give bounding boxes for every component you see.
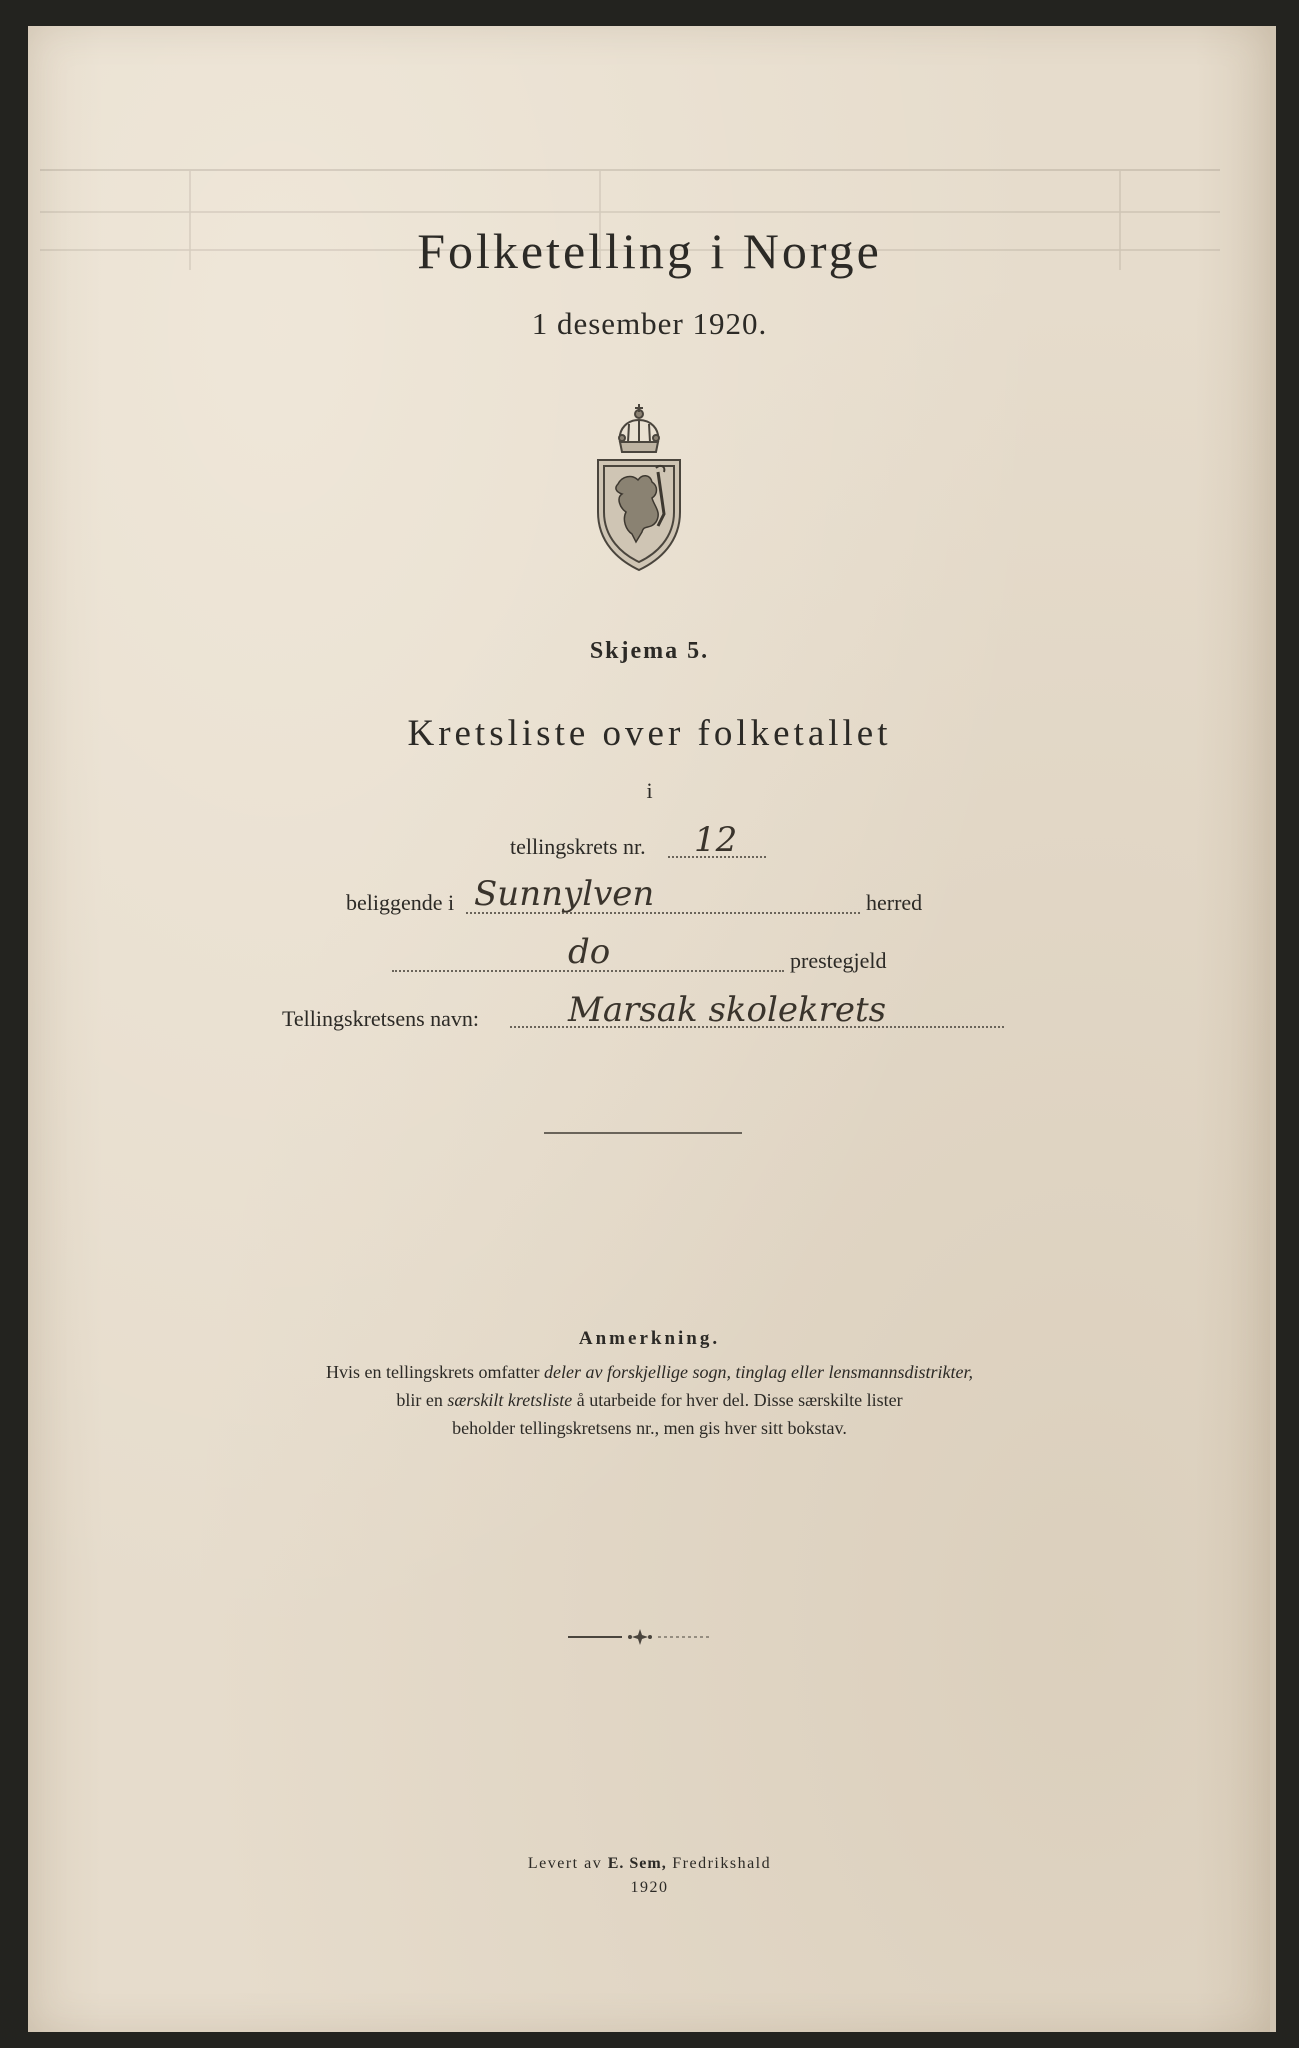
note-line-1	[0, 1358, 1299, 1386]
printer-name: E. Sem,	[607, 1855, 667, 1872]
note-line-1-text: Hvis en tellingskrets omfatter	[326, 1362, 544, 1382]
note-body	[0, 1358, 1299, 1442]
printer-imprint	[0, 1852, 1299, 1900]
beliggende-label: beliggende i	[346, 890, 455, 915]
note-line-2-rest: å utarbeide for hver del. Disse særskilte lister	[572, 1390, 903, 1410]
divider-rule	[544, 1132, 742, 1134]
coat-of-arms-icon	[592, 402, 686, 572]
note-line-2-emphasis: særskilt kretsliste	[447, 1390, 573, 1410]
census-date: 1 desember 1920.	[531, 306, 768, 341]
document-title: Folketelling i Norge	[417, 223, 882, 279]
schema-number: Skjema 5.	[589, 638, 710, 664]
printer-place: Fredrikshald	[666, 1855, 772, 1872]
tellingskrets-label: tellingskrets nr.	[510, 834, 646, 859]
note-line-3: beholder tellingskretsens nr., men gis hver sitt bokstav.	[452, 1418, 847, 1438]
herred-label: herred	[866, 890, 923, 915]
note-line-2	[0, 1386, 1299, 1414]
prestegjeld-label: prestegjeld	[790, 948, 887, 973]
note-line-2-text: blir en	[396, 1390, 448, 1410]
form-heading: Kretsliste over folketallet	[407, 713, 892, 754]
printer-year: 1920	[630, 1879, 669, 1896]
printer-prefix: Levert av	[527, 1855, 608, 1872]
prestegjeld-value: do	[568, 932, 611, 972]
tellingskrets-number: 12	[694, 820, 738, 860]
navn-value: Marsak skolekrets	[568, 990, 887, 1030]
beliggende-value: Sunnylven	[474, 874, 655, 914]
preposition-label: i	[646, 778, 653, 803]
navn-label: Tellingskretsens navn:	[282, 1006, 480, 1031]
note-title: Anmerkning.	[578, 1328, 721, 1349]
printer-line	[0, 1852, 1299, 1876]
ornament-icon	[560, 1626, 720, 1648]
note-line-1-emphasis: deler av forskjellige sogn, tinglag eller lensmannsdistrikter,	[544, 1362, 973, 1382]
